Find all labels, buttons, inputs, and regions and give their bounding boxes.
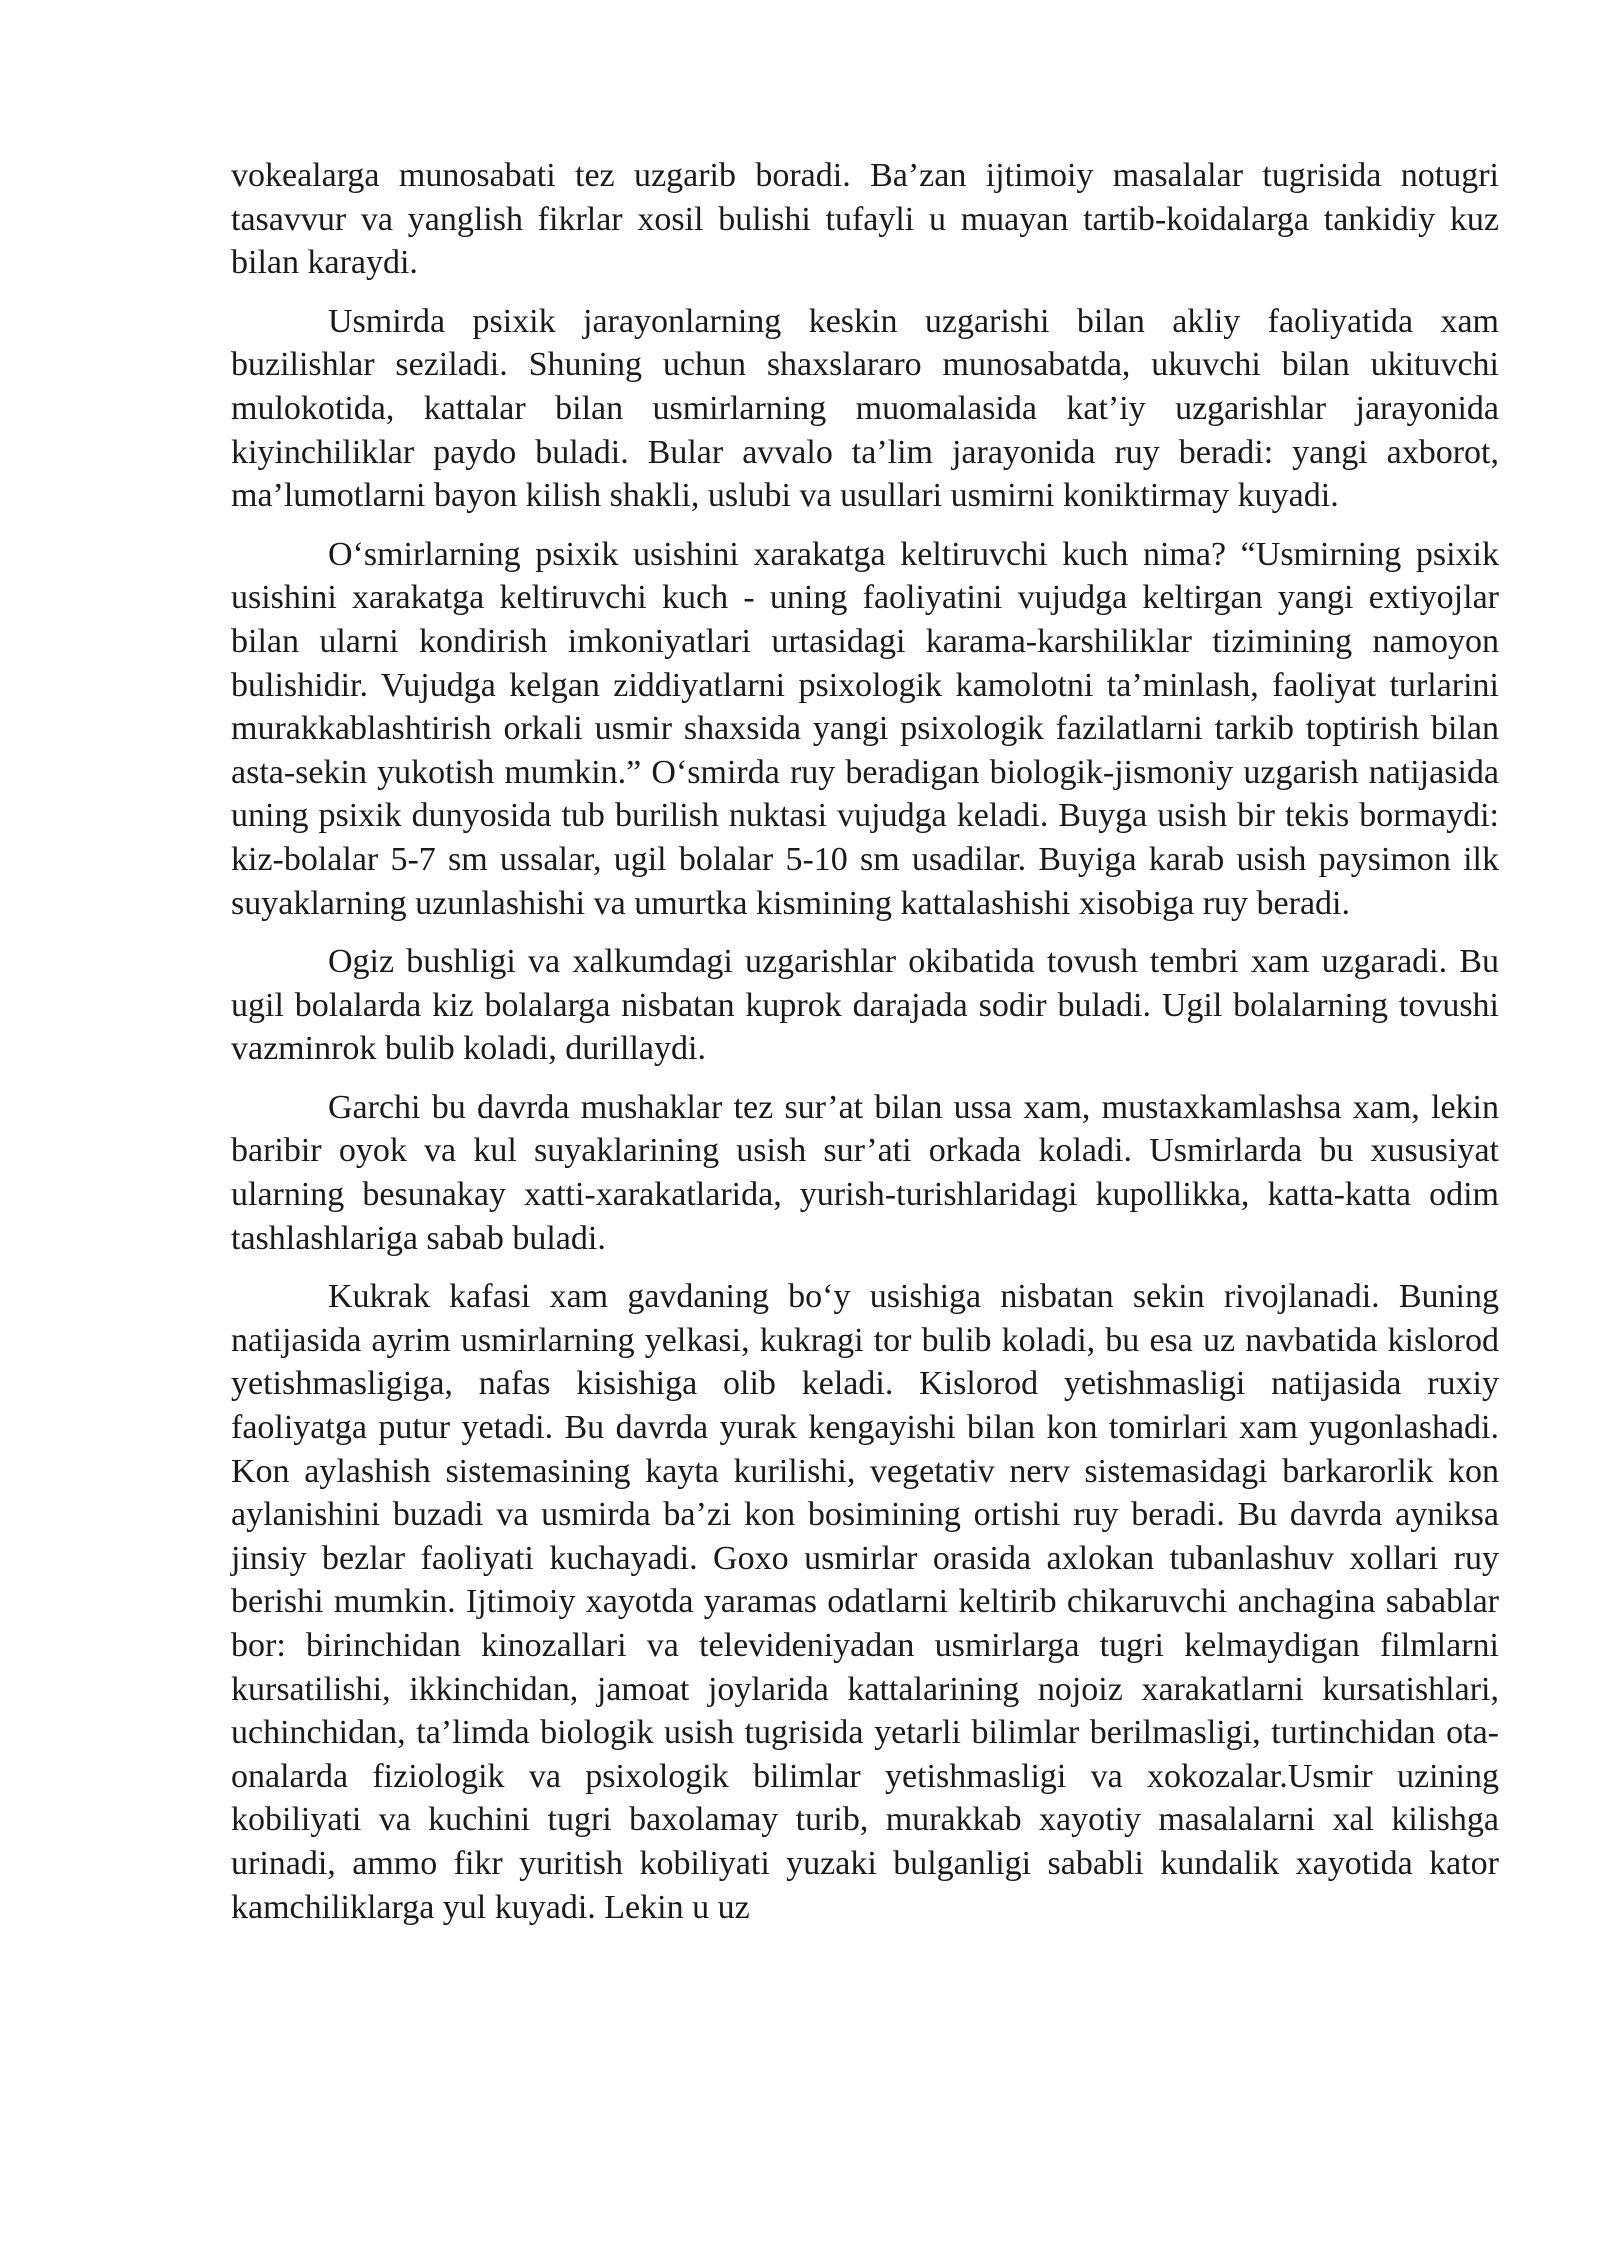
paragraph-chest-development: Kukrak kafasi xam gavdaning bo‘y usishiga nisbatan sekin rivojlanadi. Buning natijasida ayrim usmirlarning yelkasi, kukragi tor bulib koladi, bu esa uz navbatida kislorod yetishmasligiga, nafas kisishiga olib keladi. Kislorod yetishmasligi natijasida ruxiy faoliyatga putur yetadi. Bu davrda yurak kengayishi bilan kon tomirlari xam yugonlashadi. Kon aylashish sistemasining kayta kurilishi, vegetativ nerv sistemasidagi barkarorlik kon aylanishini buzadi va usmirda ba’zi kon bosimining ortishi ruy beradi. Bu davrda ayniksa jinsiy bezlar faoliyati kuchayadi. Goxo usmirlar orasida axlokan tubanlashuv xollari ruy berishi mumkin. Ijtimoiy xayotda yaramas odatlarni keltirib chikaruvchi anchagina sabablar bor: birinchidan kinozallari va televideniyadan usmirlarga tugri kelmaydigan filmlarni kursatilishi, ikkinchidan, jamoat joylarida kattalarining nojoiz xarakatlarni kursatishlari, uchinchidan, ta’limda biologik usish tugrisida yetarli bilimlar berilmasligi, turtinchidan ota-onalarda fiziologik va psixologik bilimlar yetishmasligi va xokozalar.Usmir uzining kobiliyati va kuchini tugri baxolamay turib, murakkab xayotiy masalalarni xal kilishga urinadi, ammo fikr yuritish kobiliyati yuzaki bulganligi sababli kundalik xayotida kator kamchiliklarga yul kuyadi. Lekin u uz [231,1278,1499,1926]
paragraph-muscle-growth: Garchi bu davrda mushaklar tez sur’at bilan ussa xam, mustaxkamlashsa xam, lekin baribir oyok va kul suyaklarining usish sur’ati orkada koladi. Usmirlarda bu xususiyat ularning besunakay xatti-xarakatlarida, yurish-turishlaridagi kupollikka, katta-katta odim tashlashlariga sabab buladi. [231,1088,1499,1257]
paragraph-driving-force: O‘smirlarning psixik usishini xarakatga keltiruvchi kuch nima? “Usmirning psixik usishini xarakatga keltiruvchi kuch - uning faoliyatini vujudga keltirgan yangi extiyojlar bilan ularni kondirish imkoniyatlari urtasidagi karama-karshiliklar tizimining namoyon bulishidir. Vujudga kelgan ziddiyatlarni psixologik kamolotni ta’minlash, faoliyat turlarini murakkablashtirish orkali usmir shaxsida yangi psixologik fazilatlarni tarkib toptirish bilan asta-sekin yukotish mumkin.” O‘smirda ruy beradigan biologik-jismoniy uzgarish natijasida uning psixik dunyosida tub burilish nuktasi vujudga keladi. Buyga usish bir tekis bormaydi: kiz-bolalar 5-7 sm ussalar, ugil bolalar 5-10 sm usadilar. Buyiga karab usish paysimon ilk suyaklarning uzunlashishi va umurtka kismining kattalashishi xisobiga ruy beradi. [231,535,1499,922]
paragraph-psychic-processes: Usmirda psixik jarayonlarning keskin uzgarishi bilan akliy faoliyatida xam buzilishlar seziladi. Shuning uchun shaxslararo munosabatda, ukuvchi bilan ukituvchi mulokotida, kattalar bilan usmirlarning muomalasida kat’iy uzgarishlar jarayonida kiyinchiliklar paydo buladi. Bular avvalo ta’lim jarayonida ruy beradi: yangi axborot, ma’lumotlarni bayon kilish shakli, uslubi va usullari usmirni koniktirmay kuyadi. [231,302,1499,515]
document-body [231,154,1499,1944]
paragraph-voice-change: Ogiz bushligi va xalkumdagi uzgarishlar okibatida tovush tembri xam uzgaradi. Bu ugil bolalarda kiz bolalarga nisbatan kuprok darajada sodir buladi. Ugil bolalarning tovushi vazminrok bulib koladi, durillaydi. [231,943,1499,1068]
paragraph-continuation: vokealarga munosabati tez uzgarib boradi. Ba’zan ijtimoiy masalalar tugrisida notugri tasavvur va yanglish fikrlar xosil bulishi tufayli u muayan tartib-koidalarga tankidiy kuz bilan karaydi. [231,157,1499,282]
